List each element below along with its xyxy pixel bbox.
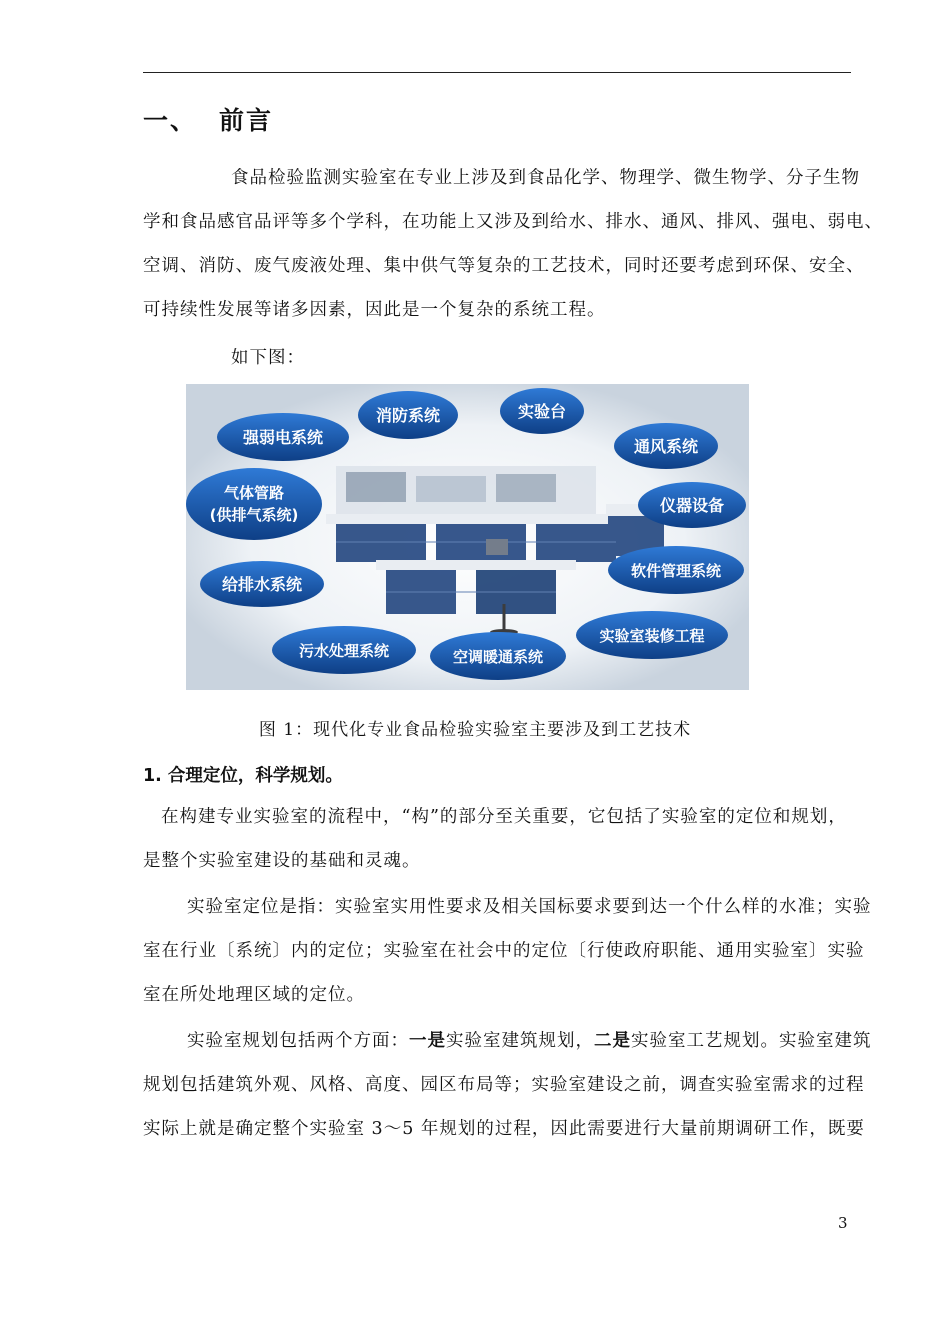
bubble-label: 通风系统 <box>633 437 699 456</box>
paragraph-line: 在构建专业实验室的流程中，“构”的部分至关重要，它包括了实验室的定位和规划， <box>161 807 847 827</box>
emphasis-second: 二是 <box>594 1031 631 1051</box>
bubble-fire-protection <box>358 391 458 439</box>
planning-paragraph <box>143 1019 909 1151</box>
bubble-power-system <box>217 413 349 461</box>
bubble-lab-bench <box>500 388 584 434</box>
see-below-label: 如下图： <box>231 348 305 368</box>
bubble-label: 仪器设备 <box>659 496 725 515</box>
construct-paragraph <box>143 795 909 883</box>
bubble-software <box>608 546 744 594</box>
subsection-title: 1. 合理定位，科学规划。 <box>143 766 343 786</box>
positioning-paragraph <box>143 885 909 1017</box>
emphasis-first: 一是 <box>409 1031 446 1051</box>
bubble-label: (供排气系统) <box>209 506 299 524</box>
paragraph-line: 实验室定位是指：实验室实用性要求及相关国标要求要到达一个什么样的水准；实验 <box>187 897 872 917</box>
page-number: 3 <box>838 1214 848 1232</box>
bubble-label: 强弱电系统 <box>242 428 324 447</box>
header-rule <box>143 72 851 73</box>
paragraph-line: 室在行业〔系统〕内的定位；实验室在社会中的定位〔行使政府职能、通用实验室〕实验 <box>143 941 865 961</box>
paragraph-line: 规划包括建筑外观、风格、高度、园区布局等；实验室建设之前，调查实验室需求的过程 <box>143 1075 865 1095</box>
bubble-ventilation <box>614 423 718 469</box>
bubble-gas-pipeline <box>186 468 322 540</box>
bubble-label: 给排水系统 <box>221 575 303 594</box>
lab-systems-figure <box>186 384 749 690</box>
bubble-water-supply <box>200 561 324 607</box>
paragraph-line: 是整个实验室建设的基础和灵魂。 <box>143 851 421 871</box>
bubble-label: 气体管路 <box>223 484 285 502</box>
text-run: 实验室工艺规划。实验室建筑 <box>631 1031 872 1051</box>
heading-number: 一、 <box>143 106 198 135</box>
paragraph-line: 室在所处地理区域的定位。 <box>143 985 365 1005</box>
bubble-renovation <box>576 611 728 659</box>
paragraph-line: 实际上就是确定整个实验室 3～5 年规划的过程，因此需要进行大量前期调研工作，既要 <box>143 1119 865 1139</box>
bubble-label: 软件管理系统 <box>630 562 722 580</box>
text-run: 实验室建筑规划， <box>446 1031 594 1051</box>
bubble-instruments <box>638 482 746 528</box>
bubble-label: 污水处理系统 <box>298 642 390 660</box>
intro-paragraph <box>143 156 909 332</box>
paragraph-line: 空调、消防、废气废液处理、集中供气等复杂的工艺技术，同时还要考虑到环保、安全、 <box>143 256 865 276</box>
bubble-hvac <box>430 632 566 680</box>
paragraph-line: 可持续性发展等诸多因素，因此是一个复杂的系统工程。 <box>143 300 606 320</box>
see-below-text <box>143 336 950 380</box>
bubble-sewage <box>272 626 416 674</box>
text-run: 实验室规划包括两个方面： <box>187 1031 409 1051</box>
paragraph-line: 学和食品感官品评等多个学科，在功能上又涉及到给水、排水、通风、排风、强电、弱电、 <box>143 212 883 232</box>
heading-title: 前言 <box>219 106 274 135</box>
section-heading <box>143 101 273 137</box>
bubble-label: 消防系统 <box>375 406 441 425</box>
bubble-label: 实验室装修工程 <box>599 627 705 645</box>
figure-caption: 图 1：现代化专业食品检验实验室主要涉及到工艺技术 <box>258 720 692 740</box>
paragraph-line <box>143 1019 909 1063</box>
bubble-label: 空调暖通系统 <box>452 648 544 666</box>
bubble-label: 实验台 <box>517 402 567 421</box>
paragraph-line: 食品检验监测实验室在专业上涉及到食品化学、物理学、微生物学、分子生物 <box>231 168 860 188</box>
